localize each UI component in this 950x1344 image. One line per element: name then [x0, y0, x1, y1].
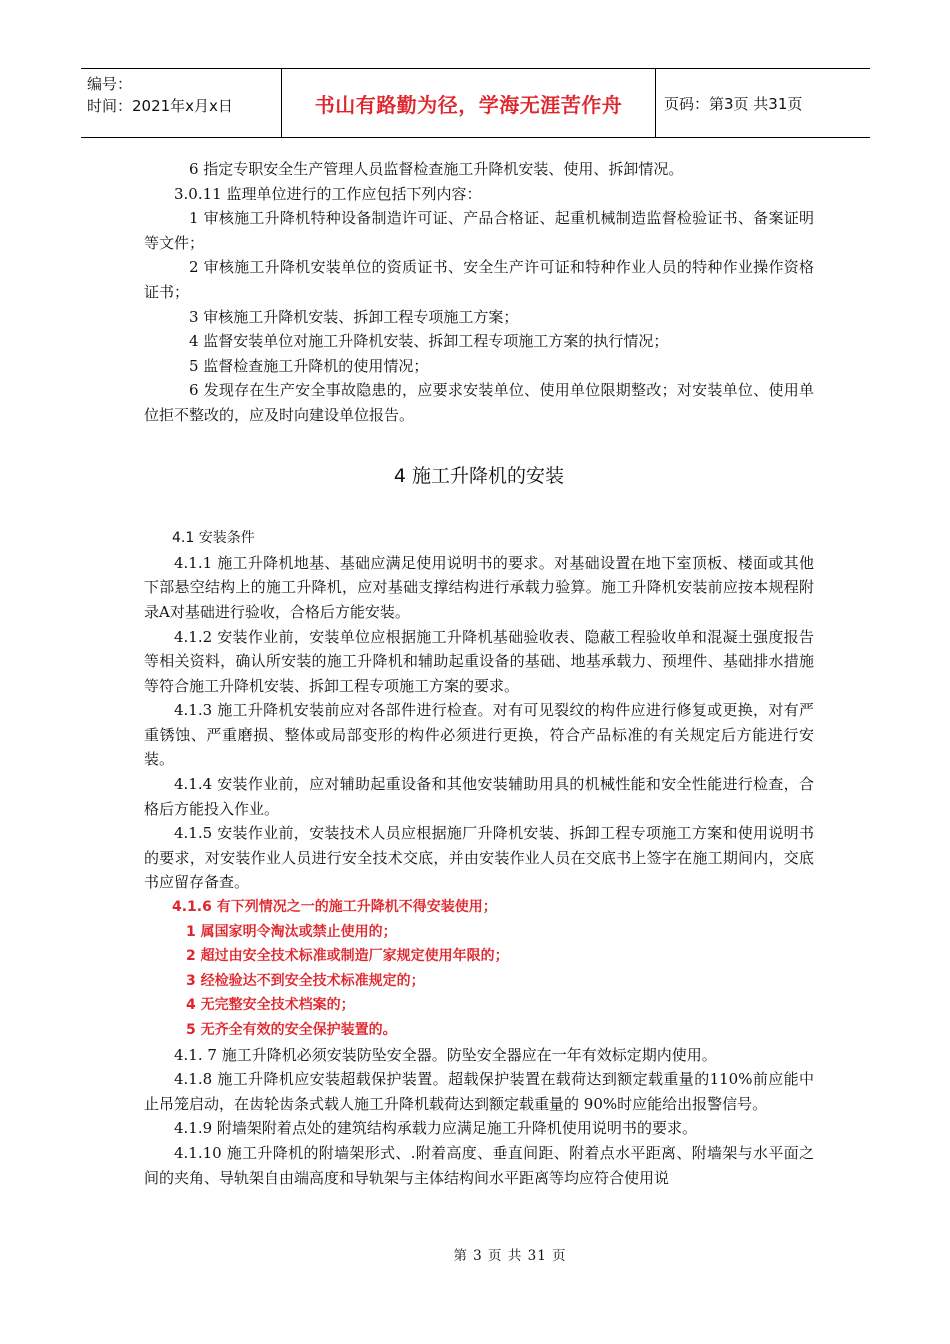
paragraph-group-safety-devices: [144, 1043, 814, 1191]
body-paragraph: 4.1.4 安装作业前，应对辅助起重设备和其他安装辅助用具的机械性能和安全性能进行检查，合格后方能投入作业。: [144, 775, 814, 818]
header-motto: 书山有路勤为径，学海无涯苦作舟: [282, 69, 656, 137]
body-paragraph: 4.1.10 施工升降机的附墙架形式、.附着高度、垂直间距、附着点水平距离、附墙架与水平面之间的夹角、导轨架自由端高度和导轨架与主体结构间水平距离等均应符合使用说: [144, 1143, 814, 1187]
body-paragraph: 4.1.2 安装作业前，安装单位应根据施工升降机基础验收表、隐蔽工程验收单和混凝土强度报告等相关资料，确认所安装的施工升降机和辅助起重设备的基础、地基承载力、预埋件、基础排水措施等符合施工升降机安装、拆卸工程专项施工方案的要求。: [144, 627, 814, 695]
page-footer: [0, 1244, 950, 1264]
body-paragraph: 2 审核施工升降机安装单位的资质证书、安全生产许可证和特种作业人员的特种作业操作资格证书；: [144, 258, 814, 301]
document-number-label: 编号：: [87, 75, 133, 93]
body-paragraph: 3.0.11 监理单位进行的工作应包括下列内容：: [174, 184, 482, 203]
subsection-title: 4.1 安装条件: [172, 530, 255, 547]
body-paragraph: 4.1.9 附墙架附着点处的建筑结构承载力应满足施工升降机使用说明书的要求。: [174, 1119, 697, 1138]
document-body: [144, 157, 814, 1190]
highlighted-requirement: 1 属国家明令淘汰或禁止使用的；: [186, 923, 397, 940]
highlighted-requirement: 4 无完整安全技术档案的；: [186, 997, 355, 1014]
body-paragraph: 4 监督安装单位对施工升降机安装、拆卸工程专项施工方案的执行情况；: [189, 332, 669, 351]
page-header: [81, 68, 870, 138]
body-paragraph: 4.1.8 施工升降机应安装超载保护装置。超载保护装置在载荷达到额定载重量的110%前应能中止吊笼启动，在齿轮齿条式载人施工升降机载荷达到额定载重量的 90%时应能给出报警信号。: [144, 1070, 814, 1113]
body-paragraph: 4.1.5 安装作业前，安装技术人员应根据施厂升降机安装、拆卸工程专项施工方案和使用说明书的要求，对安装作业人员进行安全技术交底，并由安装作业人员在交底书上签字在施工期间内，交底书应留存备查。: [144, 824, 814, 892]
body-paragraph: 6 指定专职安全生产管理人员监督检查施工升降机安装、使用、拆卸情况。: [189, 160, 684, 178]
red-requirements-list: [144, 895, 814, 1043]
body-paragraph: 4.1.1 施工升降机地基、基础应满足使用说明书的要求。对基础设置在地下室顶板、楼面或其他下部悬空结构上的施工升降机，应对基础支撑结构进行承载力验算。施工升降机安装前应按本规程附录A对基础进行验收，合格后方能安装。: [144, 553, 814, 621]
header-page-label: 页码：第3页 共31页: [664, 94, 803, 113]
body-paragraph: 3 审核施工升降机安装、拆卸工程专项施工方案；: [189, 307, 519, 326]
paragraph-group-supervision: [144, 157, 814, 428]
highlighted-requirement: 4.1.6 有下列情况之一的施工升降机不得安装使用；: [172, 899, 497, 916]
paragraph-group-install-conditions: [144, 551, 814, 895]
highlighted-requirement: 3 经检验达不到安全技术标准规定的；: [186, 972, 425, 989]
body-paragraph: 6 发现存在生产安全事故隐患的，应要求安装单位、使用单位限期整改；对安装单位、使用单位拒不整改的，应及时向建设单位报告。: [144, 381, 814, 424]
document-date-label: 时间：2021年x月x日: [87, 97, 233, 115]
body-paragraph: 4.1. 7 施工升降机必须安装防坠安全器。防坠安全器应在一年有效标定期内使用。: [174, 1045, 717, 1064]
highlighted-requirement: 5 无齐全有效的安全保护装置的。: [186, 1022, 397, 1038]
body-paragraph: 5 监督检查施工升降机的使用情况；: [189, 356, 429, 375]
highlighted-requirement: 2 超过由安全技术标准或制造厂家规定使用年限的；: [186, 948, 509, 965]
body-paragraph: 4.1.3 施工升降机安装前应对各部件进行检查。对有可见裂纹的构件应进行修复或更换，对有严重锈蚀、严重磨损、整体或局部变形的构件必须进行更换，符合产品标准的有关规定后方能进行安装。: [144, 701, 814, 769]
footer-page-number: 第 3 页 共 31 页: [453, 1248, 567, 1264]
section-title: 4 施工升降机的安装: [393, 464, 565, 487]
body-paragraph: 1 审核施工升降机特种设备制造许可证、产品合格证、起重机械制造监督检验证书、备案证明等文件；: [144, 209, 814, 252]
header-meta: [81, 69, 282, 137]
